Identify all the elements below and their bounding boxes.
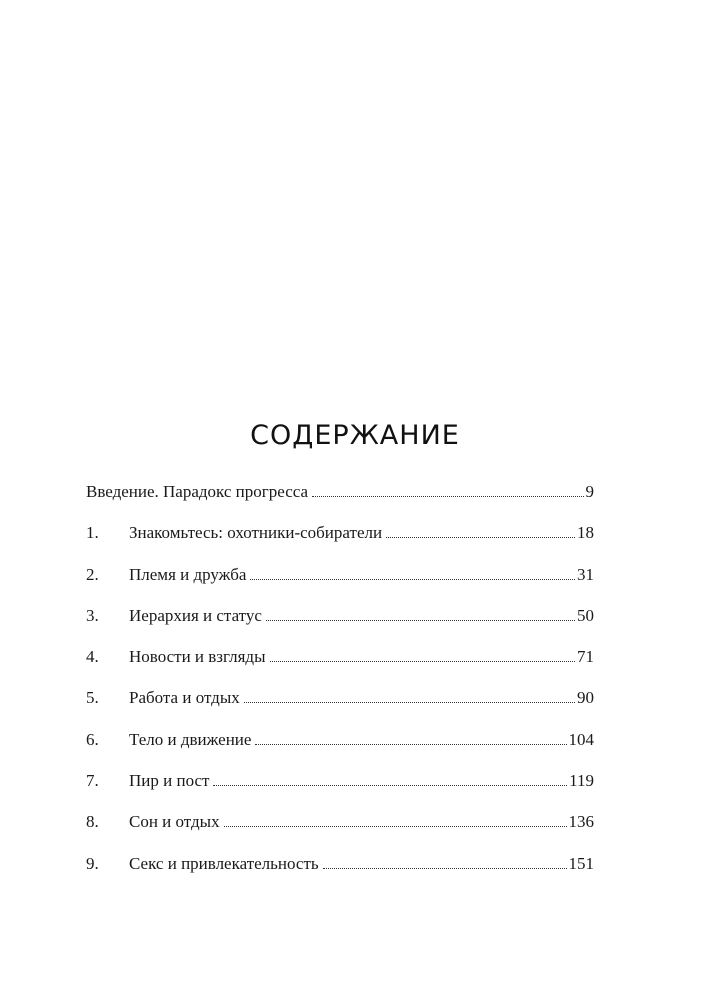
toc-entry-number: 7. [86,771,99,791]
toc-entry-8[interactable] [86,812,594,853]
toc-entry-2[interactable] [86,565,594,606]
toc-entry-5[interactable] [86,688,594,729]
toc-entry-page: 9 [585,482,594,501]
toc-entry-4[interactable] [86,647,594,688]
toc-entry-page: 119 [569,771,594,791]
toc-entry-page: 18 [577,523,594,543]
toc-entry-label: Сон и отдых [129,812,220,832]
toc-entry-number: 9. [86,853,99,873]
page-title: СОДЕРЖАНИЕ [250,420,460,451]
toc-entry-9[interactable] [86,854,594,895]
toc-entry-3[interactable] [86,606,594,647]
toc-entry-number: 5. [86,688,99,708]
toc-entry-label: Тело и движение [129,729,252,749]
toc-entry-6[interactable] [86,730,594,771]
toc-entry-label: Секс и привлекательность [129,853,319,873]
toc-entry-7[interactable] [86,771,594,812]
toc-entry-page: 50 [577,605,594,625]
dot-leader [266,620,575,621]
toc-entry-label: Иерархия и статус [129,605,262,625]
toc-entry-page: 31 [577,564,594,584]
toc-entry-number: 2. [86,564,99,584]
toc-entry-label: Работа и отдых [129,688,240,708]
dot-leader [270,661,575,662]
toc-entry-number: 8. [86,812,99,832]
toc-entry-label: Знакомьтесь: охотники-собиратели [129,523,383,543]
dot-leader [224,826,567,827]
toc-entry-page: 71 [577,647,594,667]
toc-entry-number: 3. [86,605,99,625]
table-of-contents [86,482,594,895]
toc-entry-page: 104 [568,729,594,749]
dot-leader [213,785,567,786]
toc-entry-intro[interactable] [86,482,594,523]
toc-entry-label: Пир и пост [129,771,210,791]
dot-leader [244,702,575,703]
dot-leader [386,537,575,538]
toc-entry-page: 151 [568,853,594,873]
dot-leader [250,579,575,580]
toc-entry-number: 4. [86,647,99,667]
toc-entry-page: 90 [577,688,594,708]
toc-entry-label: Введение. Парадокс прогресса [86,482,309,501]
toc-entry-1[interactable] [86,523,594,564]
dot-leader [255,744,566,745]
dot-leader [323,868,567,869]
toc-entry-number: 1. [86,523,99,543]
toc-entry-label: Племя и дружба [129,564,247,584]
toc-entry-page: 136 [568,812,594,832]
toc-entry-label: Новости и взгляды [129,647,266,667]
toc-entry-number: 6. [86,729,99,749]
dot-leader [312,496,583,497]
